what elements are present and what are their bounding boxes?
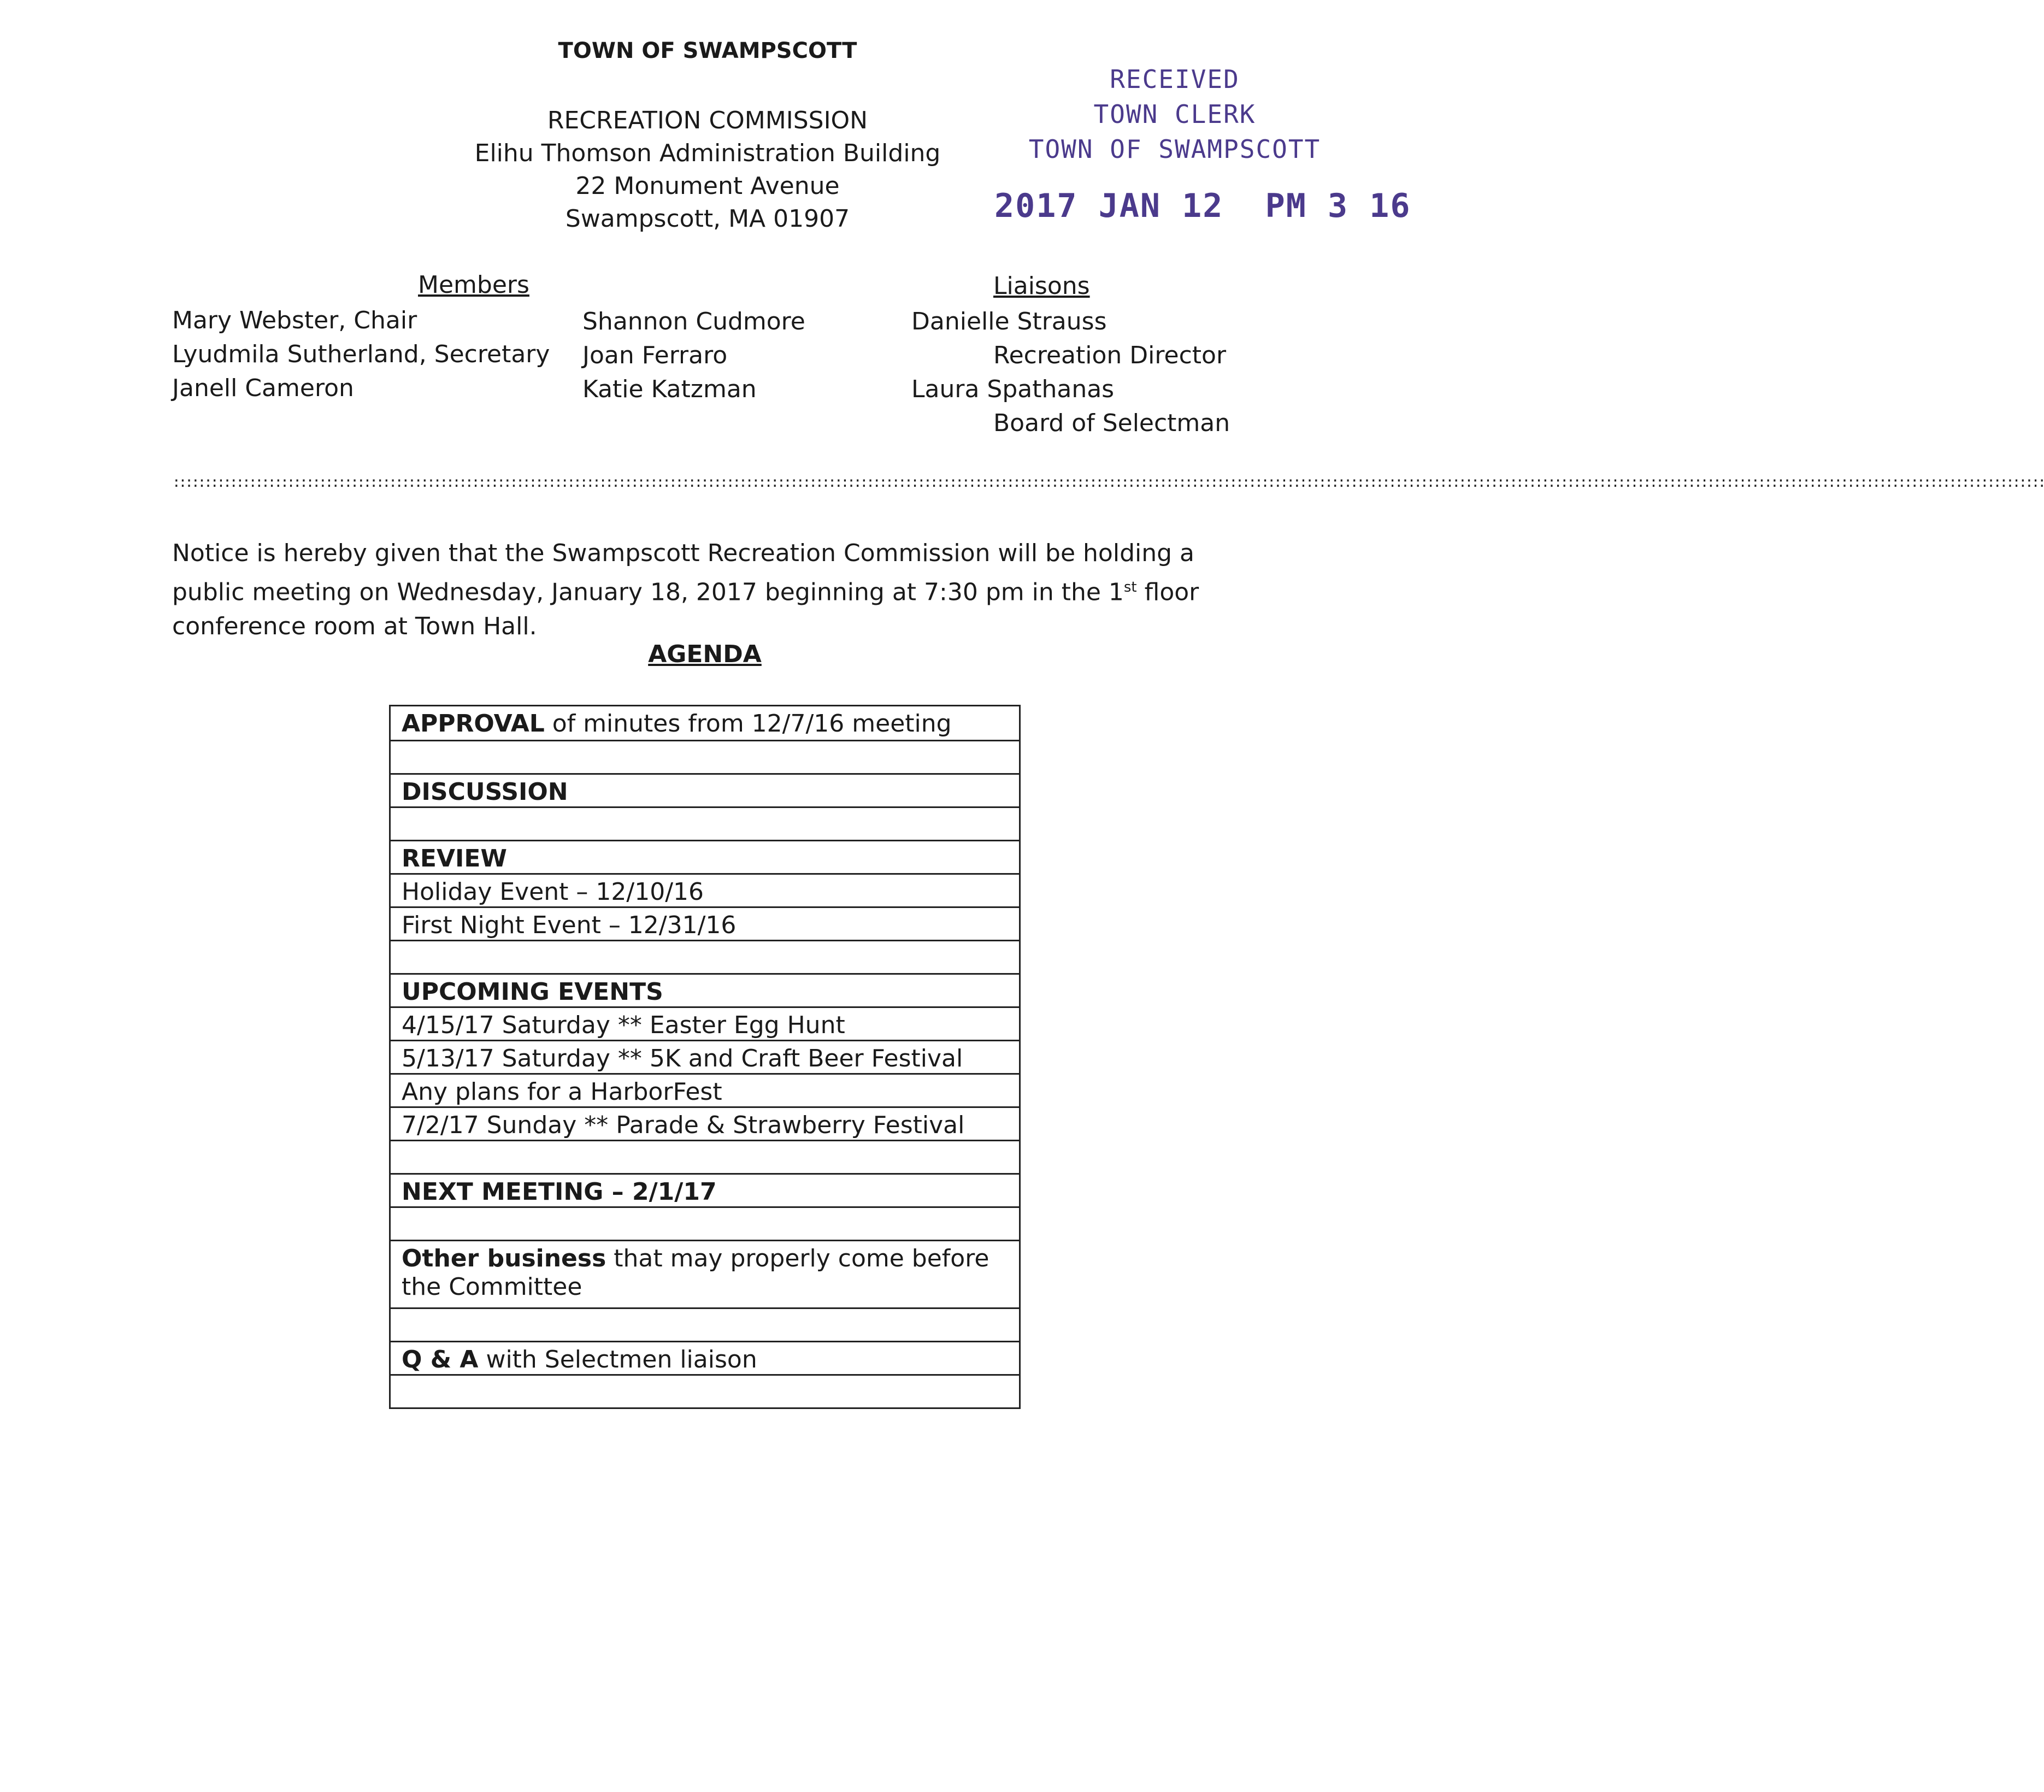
agenda-row-bold: UPCOMING EVENTS [402, 978, 663, 1006]
agenda-row [391, 1140, 1019, 1173]
notice-text: Notice is hereby given that the Swampscott Recreation Commission will be holding a public meeting on Wednesday, January 18, 2017 beginning at 7:30 pm in the 1 [172, 539, 1194, 606]
agenda-row-text: Holiday Event – 12/10/16 [402, 878, 704, 906]
member-name: Janell Cameron [172, 374, 354, 402]
agenda-row [391, 1206, 1019, 1240]
agenda-row [391, 940, 1019, 973]
agenda-row [391, 1173, 1019, 1206]
agenda-row-bold: Q & A [402, 1346, 479, 1374]
street-address: 22 Monument Avenue [575, 172, 840, 200]
separator-line: :::::::::::::::::::::::::::::::::::::::::::::::::::::::::::::::::::::::::::::::::::::::::::::::::::::::::::::::::::::::::::::::::::::::::::::::::::::::::::::::::::::::::::::::::::::::::::::::::::::::::::::::::::::::::::::::::::::::::::::::::::::::::::::::::::::::::::::::::::::::::::::::::::::: [172, 474, 2044, 491]
agenda-row [391, 840, 1019, 873]
agenda-row-text: 4/15/17 Saturday ** Easter Egg Hunt [402, 1011, 845, 1039]
agenda-row [391, 773, 1019, 806]
agenda-row [391, 1073, 1019, 1106]
liaison-name: Laura Spathanas [911, 375, 1115, 403]
agenda-row [391, 873, 1019, 906]
agenda-row-text: of minutes from 12/7/16 meeting [544, 710, 952, 738]
meeting-notice [172, 537, 1259, 644]
town-title: TOWN OF SWAMPSCOTT [558, 38, 857, 63]
notice-text-end: floor conference room at Town Hall. [172, 578, 1199, 640]
agenda-row [391, 906, 1019, 940]
stamp-date-time: 2017 JAN 12 PM 3 16 [994, 187, 1411, 225]
agenda-row [391, 740, 1019, 773]
commission-name: RECREATION COMMISSION [547, 107, 868, 134]
members-heading: Members [418, 271, 529, 299]
member-name: Joan Ferraro [582, 341, 728, 369]
building-name: Elihu Thomson Administration Building [474, 139, 941, 167]
agenda-row-text: 5/13/17 Saturday ** 5K and Craft Beer Festival [402, 1045, 963, 1072]
stamp-town-clerk: TOWN CLERK [1093, 99, 1256, 129]
agenda-row-bold: NEXT MEETING – 2/1/17 [402, 1178, 717, 1206]
agenda-heading: AGENDA [648, 640, 762, 668]
agenda-row [391, 1040, 1019, 1073]
agenda-row [391, 1341, 1019, 1374]
agenda-row-bold: REVIEW [402, 845, 507, 873]
liaison-role: Recreation Director [993, 341, 1227, 369]
agenda-row [391, 1240, 1019, 1307]
liaisons-list [911, 305, 1230, 440]
city-address: Swampscott, MA 01907 [565, 205, 850, 233]
agenda-row [391, 706, 1019, 740]
agenda-row-bold: DISCUSSION [402, 778, 568, 806]
stamp-town: TOWN OF SWAMPSCOTT [1028, 134, 1321, 164]
agenda-table [389, 705, 1021, 1409]
liaison-name: Danielle Strauss [911, 308, 1107, 335]
agenda-row-text: Any plans for a HarborFest [402, 1078, 722, 1106]
agenda-row-bold: Other business [402, 1245, 606, 1272]
agenda-row [391, 806, 1019, 840]
agenda-row-bold: APPROVAL [402, 710, 545, 738]
liaisons-heading: Liaisons [993, 272, 1090, 300]
stamp-received: RECEIVED [1110, 64, 1240, 94]
agenda-row [391, 1106, 1019, 1140]
member-name: Katie Katzman [582, 375, 757, 403]
member-name: Lyudmila Sutherland, Secretary [172, 340, 550, 368]
received-stamp [994, 64, 1411, 225]
liaison-role: Board of Selectman [993, 409, 1230, 437]
agenda-row [391, 973, 1019, 1006]
agenda-row-text: 7/2/17 Sunday ** Parade & Strawberry Festival [402, 1111, 965, 1139]
agenda-row-text: that may properly come before the Committee [402, 1245, 989, 1301]
member-name: Mary Webster, Chair [172, 306, 417, 334]
agenda-row [391, 1006, 1019, 1040]
agenda-row [391, 1374, 1019, 1407]
members-right-list [582, 305, 805, 406]
agenda-row [391, 1307, 1019, 1341]
members-left-list [172, 304, 550, 405]
member-name: Shannon Cudmore [582, 308, 805, 335]
notice-superscript: st [1123, 579, 1137, 596]
agenda-row-text: with Selectmen liaison [478, 1346, 757, 1374]
agenda-row-text: First Night Event – 12/31/16 [402, 911, 737, 939]
